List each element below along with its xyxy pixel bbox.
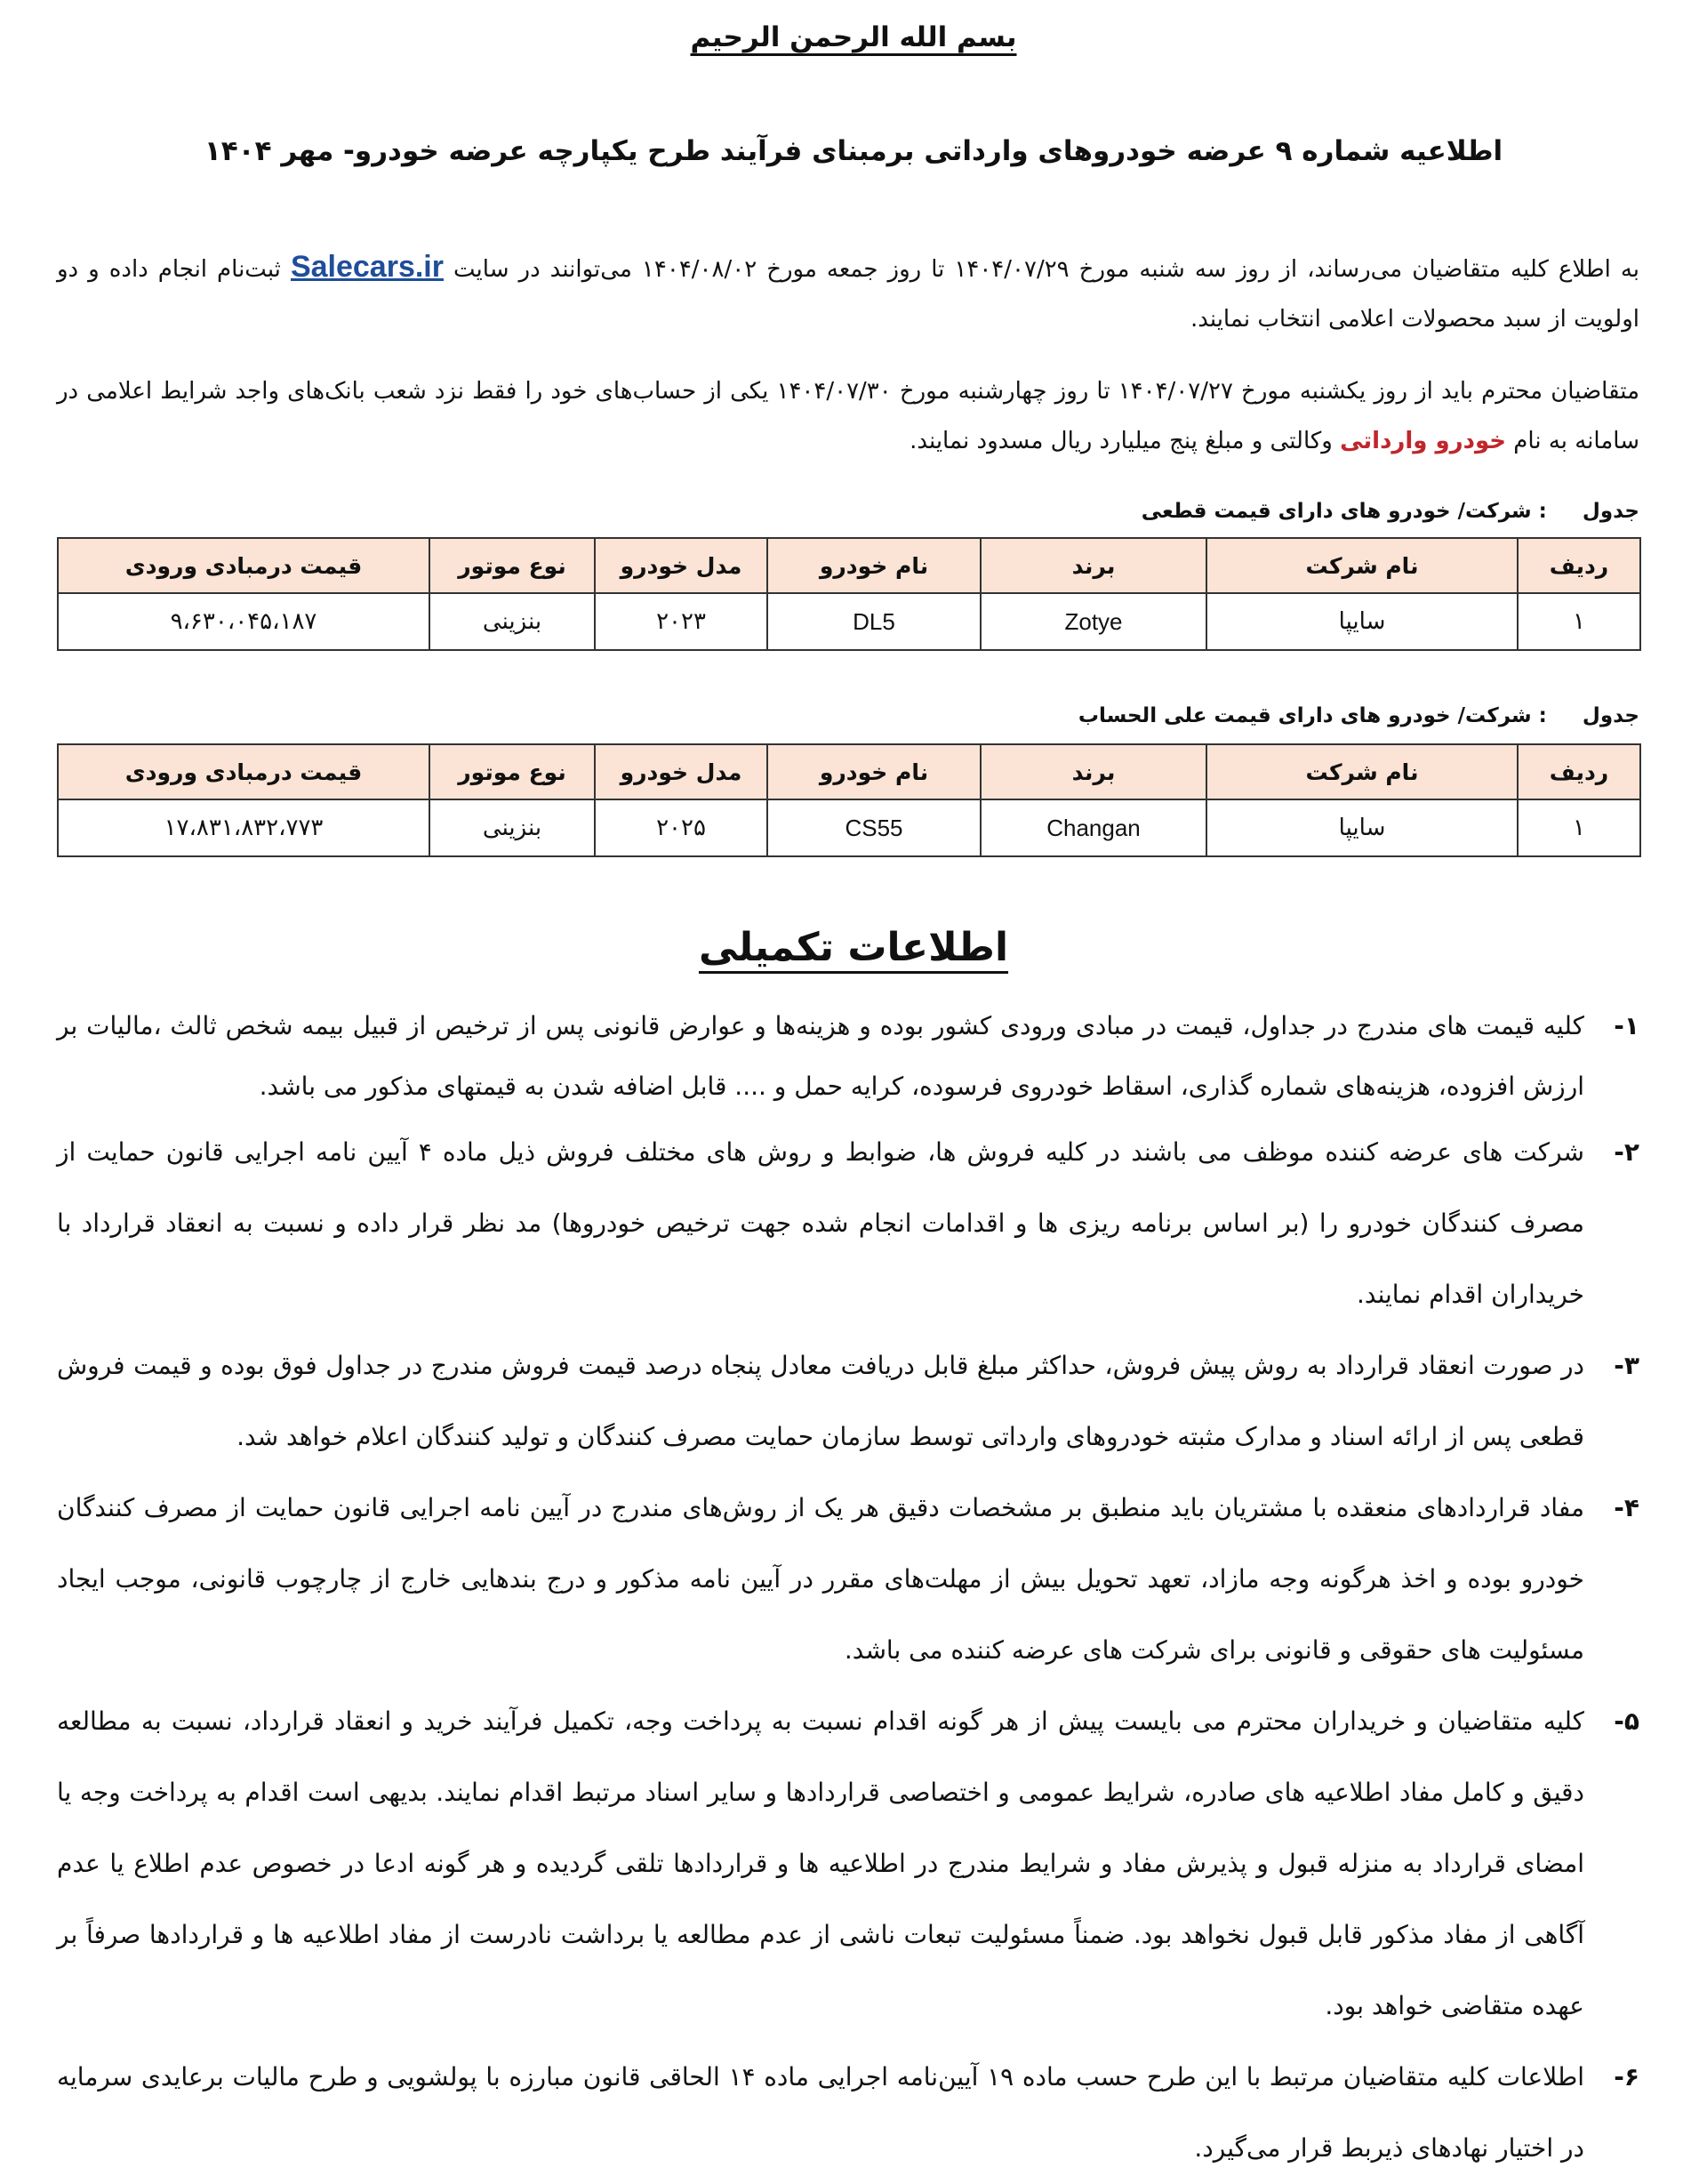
cell-price: ۹،۶۳۰،۰۴۵،۱۸۷: [58, 593, 429, 650]
header-engine-type: نوع موتور: [429, 744, 595, 799]
header-car-model: مدل خودرو: [595, 538, 767, 593]
header-brand: برند: [981, 538, 1206, 593]
header-index: ردیف: [1518, 538, 1640, 593]
supplementary-notes-list: [57, 996, 1639, 2184]
supplementary-heading: اطلاعات تکمیلی: [698, 925, 1009, 970]
cell-car-name: DL5: [767, 593, 981, 650]
table-header-row: [58, 744, 1640, 799]
header-company: نام شرکت: [1206, 538, 1518, 593]
note-number: ۴-: [1614, 1493, 1639, 1522]
list-item: [57, 996, 1639, 1117]
note-number: ۵-: [1614, 1706, 1639, 1736]
header-price: قیمت درمبادی ورودی: [58, 744, 429, 799]
announcement-title: اطلاعیه شماره ۹ عرضه خودروهای وارداتی برمبنای فرآیند طرح یکپارچه عرضه خودرو- مهر ۱۴۰۴: [204, 135, 1503, 167]
cell-engine-type: بنزینی: [429, 799, 595, 856]
note-text: کلیه متقاضیان و خریداران محترم می بایست پیش از هر گونه اقدام نسبت به پرداخت وجه، تکمیل فرآیند خرید و انعقاد قرارداد، نسبت به مطالعه دقیق و کامل مفاد اطلاعیه های صادره، شرایط عمومی و اختصاصی قراردادها و سایر اسناد مرتبط اقدام نمایند. بدیهی است اقدام به پرداخت وجه یا امضای قرارداد به منزله قبول و پذیرش مفاد و شرایط مندرج در اطلاعیه ها و قراردادها تلقی گردیده و هر گونه ادعا در خصوص عدم اطلاع یا عدم آگاهی از مفاد مذکور قابل قبول نخواهد بود. ضمناً مسئولیت تبعات ناشی از عدم مطالعه یا برداشت نادرست از مفاد اطلاعیه ها و قراردادها صرفاً بر عهده متقاضی خواهد بود.: [57, 1706, 1584, 2020]
intro-paragraph-deposit: متقاضیان محترم باید از روز یکشنبه مورخ ۱۴۰۴/۰۷/۲۷ تا روز چهارشنبه مورخ ۱۴۰۴/۰۷/۳۰ یکی از حساب‌های خود را فقط نزد شعب بانک‌های واجد شرایط اعلامی در سامانه به نام خودرو وارداتی وکالتی و مبلغ پنج میلیارد ریال مسدود نمایند.: [57, 378, 1639, 454]
cell-company: سایپا: [1206, 799, 1518, 856]
list-item: [57, 2042, 1639, 2184]
note-number: ۲-: [1614, 1137, 1639, 1167]
note-number: ۱-: [1614, 1011, 1639, 1040]
intro-paragraph-registration: به اطلاع کلیه متقاضیان می‌رساند، از روز سه شنبه مورخ ۱۴۰۴/۰۷/۲۹ تا روز جمعه مورخ ۱۴۰۴/۰۸/۰۲ می‌توانند در سایت Salecars.ir ثبت‌نام انجام داده و دو اولویت از سبد محصولات اعلامی انتخاب نمایند.: [57, 250, 1639, 333]
note-text: در صورت انعقاد قرارداد به روش پیش فروش، حداکثر مبلغ قابل دریافت معادل پنجاه درصد قیمت فروش مندرج در جداول فوق بوده و قیمت فروش قطعی پس از ارائه اسناد و مدارک مثبته خودروهای وارداتی توسط سازمان حمایت مصرف کنندگان و تولید کنندگان اعلام خواهد شد.: [57, 1351, 1584, 1451]
header-car-name: نام خودرو: [767, 538, 981, 593]
note-text: شرکت های عرضه کننده موظف می باشند در کلیه فروش ها، ضوابط و روش های مختلف فروش ذیل ماده ۴ آیین نامه اجرایی قانون حمایت از مصرف کنندگان خودرو را (بر اساس برنامه ریزی ها و اقدامات انجام شده جهت ترخیص خودروها) مد نظر قرار داده و نسبت به انعقاد قرارداد با خریداران اقدام نمایند.: [57, 1137, 1584, 1309]
provisional-price-table: [57, 743, 1641, 857]
note-text: کلیه قیمت های مندرج در جداول، قیمت در مبادی ورودی کشور بوده و هزینه‌ها و عوارض قانونی پس از ترخیص از قبیل بیمه شخص ثالث ،مالیات بر ارزش افزوده، هزینه‌های شماره گذاری، اسقاط خودروی فرسوده، کرایه حمل و .... قابل اضافه شدن به قیمتهای مذکور می باشد.: [57, 1011, 1584, 1101]
header-company: نام شرکت: [1206, 744, 1518, 799]
cell-brand: Changan: [981, 799, 1206, 856]
list-item: [57, 1117, 1639, 1330]
table-caption-fixed: جدول : شرکت/ خودرو های دارای قیمت قطعی: [1141, 500, 1639, 523]
header-engine-type: نوع موتور: [429, 538, 595, 593]
header-brand: برند: [981, 744, 1206, 799]
list-item: [57, 1473, 1639, 1686]
cell-car-model: ۲۰۲۳: [595, 593, 767, 650]
table-row: [58, 593, 1640, 650]
cell-index: ۱: [1518, 593, 1640, 650]
list-item: [57, 1330, 1639, 1473]
header-price: قیمت درمبادی ورودی: [58, 538, 429, 593]
salecars-site-link[interactable]: Salecars.ir: [290, 250, 444, 284]
note-number: ۶-: [1614, 2062, 1639, 2092]
note-number: ۳-: [1614, 1351, 1639, 1380]
cell-car-name: CS55: [767, 799, 981, 856]
cell-company: سایپا: [1206, 593, 1518, 650]
table-row: [58, 799, 1640, 856]
header-car-name: نام خودرو: [767, 744, 981, 799]
basmala-heading: بسم الله الرحمن الرحیم: [690, 21, 1017, 53]
note-text: مفاد قراردادهای منعقده با مشتریان باید منطبق بر مشخصات دقیق هر یک از روش‌های مندرج در آیین نامه اجرایی قانون حمایت از مصرف کنندگان خودرو بوده و اخذ هرگونه وجه مازاد، تعهد تحویل بیش از مهلت‌های مقرر در آیین نامه مذکور و درج بندهایی خارج از چارچوب قانونی، موجب ایجاد مسئولیت های حقوقی و قانونی برای شرکت های عرضه کننده می باشد.: [57, 1493, 1584, 1665]
table-header-row: [58, 538, 1640, 593]
fixed-price-table: [57, 537, 1641, 651]
note-text: اطلاعات کلیه متقاضیان مرتبط با این طرح حسب ماده ۱۹ آیین‌نامه اجرایی ماده ۱۴ الحاقی قانون مبارزه با پولشویی و طرح مالیات برعایدی سرمایه در اختیار نهادهای ذیربط قرار می‌گیرد.: [57, 2062, 1585, 2163]
cell-index: ۱: [1518, 799, 1640, 856]
cell-price: ۱۷،۸۳۱،۸۳۲،۷۷۳: [58, 799, 429, 856]
imported-car-highlight: خودرو وارداتی: [1340, 428, 1507, 454]
table-caption-provisional: جدول : شرکت/ خودرو های دارای قیمت علی الحساب: [1078, 704, 1639, 727]
cell-car-model: ۲۰۲۵: [595, 799, 767, 856]
cell-engine-type: بنزینی: [429, 593, 595, 650]
list-item: [57, 1686, 1639, 2042]
cell-brand: Zotye: [981, 593, 1206, 650]
header-car-model: مدل خودرو: [595, 744, 767, 799]
header-index: ردیف: [1518, 744, 1640, 799]
